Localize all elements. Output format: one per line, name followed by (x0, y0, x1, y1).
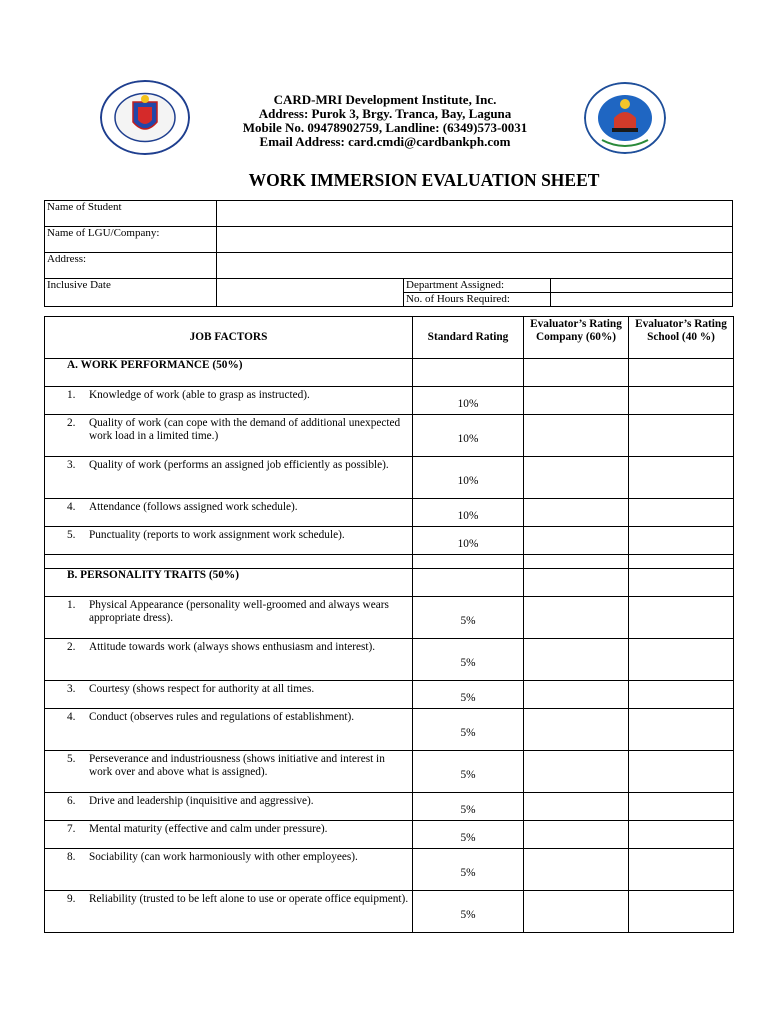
item-number: 5. (67, 753, 76, 765)
institution-phone: Mobile No. 09478902759, Landline: (6349)573-0031 (242, 120, 528, 135)
section-heading: B. PERSONALITY TRAITS (50%) (45, 569, 413, 597)
company-rating-input[interactable] (524, 891, 629, 933)
item-number: 2. (67, 641, 76, 653)
school-rating-input[interactable] (629, 639, 734, 681)
school-rating-input[interactable] (629, 821, 734, 849)
item-text: Knowledge of work (able to grasp as instructed). (89, 389, 310, 401)
address-field[interactable] (217, 253, 733, 279)
company-rating-input[interactable] (524, 709, 629, 751)
standard-rating-header: Standard Rating (413, 317, 524, 359)
hours-field[interactable] (551, 293, 733, 307)
company-field[interactable] (217, 227, 733, 253)
address-label: Address: (45, 253, 217, 279)
institution-address: Address: Purok 3, Brgy. Tranca, Bay, Laguna (258, 106, 512, 121)
standard-rating-value: 5% (413, 639, 524, 681)
card-institute-seal-logo (584, 82, 666, 154)
company-rating-input[interactable] (524, 751, 629, 793)
item-text: Quality of work (performs an assigned job efficiently as possible). (89, 459, 389, 471)
standard-rating-value: 10% (413, 457, 524, 499)
company-rating-input[interactable] (524, 793, 629, 821)
company-rating-input[interactable] (524, 499, 629, 527)
item-text: Attitude towards work (always shows enthusiasm and interest). (89, 641, 376, 653)
document-title: WORK IMMERSION EVALUATION SHEET (248, 170, 600, 190)
school-rating-input[interactable] (629, 751, 734, 793)
blank-cell (45, 555, 413, 569)
company-rating-input[interactable] (524, 527, 629, 555)
company-rating-header: Evaluator’s Rating Company (60%) (524, 317, 629, 359)
standard-rating-value: 5% (413, 597, 524, 639)
department-label: Department Assigned: (404, 279, 551, 293)
job-factor-item (45, 849, 413, 891)
company-rating-input[interactable] (524, 597, 629, 639)
school-rating-input[interactable] (629, 681, 734, 709)
deped-seal-logo (100, 80, 190, 155)
inclusive-date-label: Inclusive Date (45, 279, 217, 307)
blank-cell (629, 555, 734, 569)
item-number: 1. (67, 599, 76, 611)
standard-rating-value: 5% (413, 793, 524, 821)
blank-cell (413, 555, 524, 569)
item-number: 6. (67, 795, 76, 807)
company-rating-input[interactable] (524, 639, 629, 681)
item-number: 7. (67, 823, 76, 835)
blank-cell (629, 359, 734, 387)
job-factor-item (45, 709, 413, 751)
item-text: Attendance (follows assigned work schedule). (89, 501, 298, 513)
blank-cell (524, 569, 629, 597)
item-number: 4. (67, 711, 76, 723)
school-rating-input[interactable] (629, 527, 734, 555)
item-number: 1. (67, 389, 76, 401)
blank-cell (524, 359, 629, 387)
company-rating-input[interactable] (524, 681, 629, 709)
standard-rating-value: 10% (413, 527, 524, 555)
standard-rating-value: 5% (413, 821, 524, 849)
institution-name: CARD-MRI Development Institute, Inc. (273, 92, 497, 107)
school-rating-input[interactable] (629, 597, 734, 639)
job-factor-item (45, 499, 413, 527)
hours-label: No. of Hours Required: (404, 293, 551, 307)
blank-cell (413, 359, 524, 387)
student-info-table (44, 200, 733, 307)
job-factor-item (45, 891, 413, 933)
department-field[interactable] (551, 279, 733, 293)
job-factor-item (45, 527, 413, 555)
company-rating-input[interactable] (524, 387, 629, 415)
item-text: Reliability (trusted to be left alone to use or operate office equipment). (89, 893, 409, 905)
school-rating-input[interactable] (629, 849, 734, 891)
item-text: Mental maturity (effective and calm under pressure). (89, 823, 328, 835)
standard-rating-value: 5% (413, 891, 524, 933)
job-factor-item (45, 639, 413, 681)
company-rating-input[interactable] (524, 849, 629, 891)
item-text: Perseverance and industriousness (shows initiative and interest in work over and above what is assigned). (89, 753, 385, 778)
standard-rating-value: 5% (413, 709, 524, 751)
job-factor-item (45, 681, 413, 709)
blank-cell (524, 555, 629, 569)
item-text: Quality of work (can cope with the demand of additional unexpected work load in a limited time.) (89, 417, 401, 442)
item-number: 3. (67, 683, 76, 695)
name-of-student-field[interactable] (217, 201, 733, 227)
company-rating-input[interactable] (524, 821, 629, 849)
section-heading: A. WORK PERFORMANCE (50%) (45, 359, 413, 387)
school-rating-input[interactable] (629, 499, 734, 527)
item-number: 3. (67, 459, 76, 471)
standard-rating-value: 5% (413, 849, 524, 891)
job-factor-item (45, 387, 413, 415)
job-factor-item (45, 597, 413, 639)
job-factor-item (45, 793, 413, 821)
school-rating-input[interactable] (629, 891, 734, 933)
standard-rating-value: 5% (413, 751, 524, 793)
job-factor-item (45, 457, 413, 499)
company-rating-input[interactable] (524, 415, 629, 457)
standard-rating-value: 5% (413, 681, 524, 709)
item-number: 9. (67, 893, 76, 905)
job-factor-item (45, 751, 413, 793)
item-number: 4. (67, 501, 76, 513)
item-text: Conduct (observes rules and regulations of establishment). (89, 711, 355, 723)
standard-rating-value: 10% (413, 499, 524, 527)
evaluation-table (44, 316, 734, 933)
school-rating-input[interactable] (629, 457, 734, 499)
name-of-student-label: Name of Student (45, 201, 217, 227)
item-text: Sociability (can work harmoniously with other employees). (89, 851, 358, 863)
school-rating-input[interactable] (629, 387, 734, 415)
job-factor-item (45, 415, 413, 457)
item-text: Courtesy (shows respect for authority at all times. (89, 683, 315, 695)
blank-cell (413, 569, 524, 597)
item-number: 8. (67, 851, 76, 863)
school-rating-input[interactable] (629, 709, 734, 751)
blank-cell (629, 569, 734, 597)
item-text: Drive and leadership (inquisitive and aggressive). (89, 795, 314, 807)
inclusive-date-field[interactable] (217, 279, 404, 307)
item-number: 5. (67, 529, 76, 541)
standard-rating-value: 10% (413, 387, 524, 415)
school-rating-input[interactable] (629, 415, 734, 457)
company-rating-input[interactable] (524, 457, 629, 499)
item-text: Physical Appearance (personality well-groomed and always wears appropriate dress). (89, 599, 389, 624)
job-factors-header: JOB FACTORS (45, 317, 413, 359)
item-text: Punctuality (reports to work assignment work schedule). (89, 529, 345, 541)
standard-rating-value: 10% (413, 415, 524, 457)
institution-email: Email Address: card.cmdi@cardbankph.com (259, 134, 511, 149)
school-rating-header: Evaluator’s Rating School (40 %) (629, 317, 734, 359)
job-factor-item (45, 821, 413, 849)
school-rating-input[interactable] (629, 793, 734, 821)
item-number: 2. (67, 417, 76, 429)
company-label: Name of LGU/Company: (45, 227, 217, 253)
